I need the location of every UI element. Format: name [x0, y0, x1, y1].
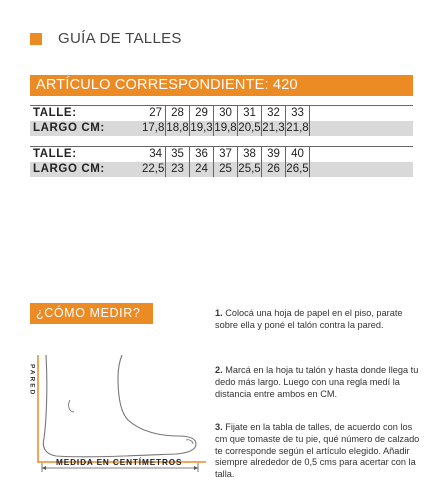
largo-row	[30, 162, 413, 177]
size-table-2	[30, 147, 413, 177]
step-number: 2.	[215, 365, 223, 375]
largo-row	[30, 121, 413, 136]
step-text: Marcá en la hoja tu talón y hasta donde llega tu dedo más largo. Luego con una regla medí la distancia entre ambos en CM.	[215, 365, 419, 399]
talle-row	[30, 106, 413, 121]
largo-label: LARGO CM:	[33, 122, 105, 134]
step-2	[215, 365, 420, 400]
talle-label: TALLE:	[33, 148, 77, 160]
talle-cell: 31	[238, 106, 262, 121]
ankle-bone	[69, 400, 74, 412]
article-banner: ARTÍCULO CORRESPONDIENTE: 420	[30, 75, 413, 96]
step-number: 1.	[215, 308, 223, 318]
orange-square-icon	[30, 33, 42, 45]
talle-cell: 29	[190, 106, 214, 121]
largo-cell: 21,8	[286, 122, 309, 134]
talle-cell: 36	[190, 147, 214, 162]
talle-cell: 39	[262, 147, 286, 162]
talle-cell: 30	[214, 106, 238, 121]
foot-outline	[43, 355, 196, 457]
how-to-measure-banner: ¿CÓMO MEDIR?	[30, 303, 153, 324]
page-header	[30, 30, 182, 47]
largo-cell: 17,8	[142, 122, 165, 134]
largo-cell: 26	[262, 162, 286, 177]
largo-cell: 25	[214, 162, 238, 177]
measure-label: MEDIDA EN CENTÍMETROS	[56, 458, 183, 467]
largo-label: LARGO CM:	[33, 163, 105, 175]
step-text: Colocá una hoja de papel en el piso, parate sobre ella y poné el talón contra la pared.	[215, 308, 403, 330]
talle-cell: 34	[142, 147, 166, 162]
talle-label: TALLE:	[33, 107, 77, 119]
step-3	[215, 422, 420, 481]
talle-cell: 33	[286, 106, 310, 121]
talle-row	[30, 147, 413, 162]
step-number: 3.	[215, 422, 223, 432]
wall-label: PARED	[28, 364, 36, 397]
page-title: GUÍA DE TALLES	[58, 30, 182, 47]
largo-cell: 19,3	[190, 122, 213, 134]
step-text: Fijate en la tabla de talles, de acuerdo con los cm que tomaste de tu pie, qué número de calzado te corresponde según el artículo elegido. Añadir siempre alrededor de 0,5 cms para acertar con la talla.	[215, 422, 420, 480]
largo-cell: 22,5	[142, 163, 165, 175]
talle-cell: 38	[238, 147, 262, 162]
largo-cell: 26,5	[286, 163, 309, 175]
talle-cell: 35	[166, 147, 190, 162]
talle-cell: 37	[214, 147, 238, 162]
talle-cell: 40	[286, 147, 310, 162]
largo-cell: 21,3	[262, 122, 285, 134]
size-table-1	[30, 106, 413, 136]
largo-cell: 24	[190, 162, 214, 177]
talle-cell: 32	[262, 106, 286, 121]
talle-cell: 27	[142, 106, 166, 121]
talle-cell: 28	[166, 106, 190, 121]
arrow-head-right	[194, 466, 198, 470]
largo-cell: 25,5	[238, 163, 261, 175]
toe-nail	[186, 440, 193, 444]
step-1	[215, 308, 420, 332]
largo-cell: 18,8	[166, 122, 189, 134]
largo-cell: 19,8	[214, 122, 237, 134]
largo-cell: 20,5	[238, 122, 261, 134]
largo-cell: 23	[166, 162, 190, 177]
foot-measure-diagram	[26, 350, 216, 475]
arrow-head-left	[42, 466, 46, 470]
